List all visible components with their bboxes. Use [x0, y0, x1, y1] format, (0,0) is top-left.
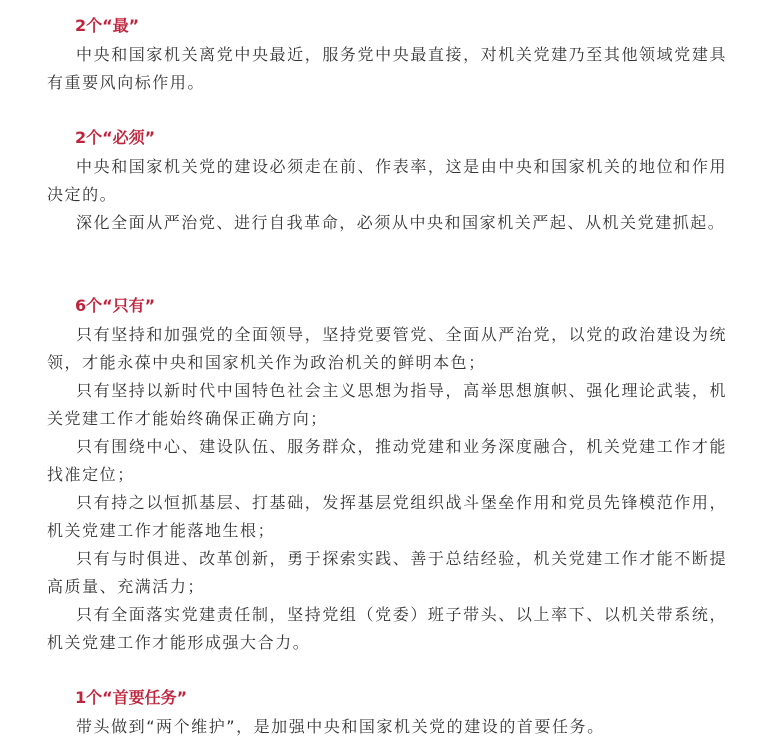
- paragraph: 只有全面落实党建责任制，坚持党组（党委）班子带头、以上率下、以机关带系统，机关党建工作才能形成强大合力。: [47, 605, 727, 652]
- paragraph: 深化全面从严治党、进行自我革命，必须从中央和国家机关严起、从机关党建抓起。: [76, 213, 726, 232]
- section-heading-shouyao: 1个“首要任务”: [75, 688, 188, 707]
- section-heading-zui: 2个“最”: [75, 16, 140, 35]
- paragraph: 中央和国家机关离党中央最近，服务党中央最直接，对机关党建乃至其他领域党建具有重要风向标作用。: [47, 45, 727, 92]
- paragraph: 带头做到“两个维护”，是加强中央和国家机关党的建设的首要任务。: [76, 717, 605, 736]
- paragraph: 只有坚持以新时代中国特色社会主义思想为指导，高举思想旗帜、强化理论武装，机关党建工作才能始终确保正确方向；: [47, 381, 727, 428]
- paragraph: 只有与时俱进、改革创新，勇于探索实践、善于总结经验，机关党建工作才能不断提高质量、充满活力；: [47, 549, 727, 596]
- paragraph: 只有围绕中心、建设队伍、服务群众，推动党建和业务深度融合，机关党建工作才能找准定位；: [47, 437, 727, 484]
- paragraph: 中央和国家机关党的建设必须走在前、作表率，这是由中央和国家机关的地位和作用决定的。: [47, 157, 727, 204]
- paragraph: 只有坚持和加强党的全面领导，坚持党要管党、全面从严治党，以党的政治建设为统领，才能永葆中央和国家机关作为政治机关的鲜明本色；: [47, 325, 727, 372]
- section-heading-bixu: 2个“必须”: [75, 128, 156, 147]
- section-heading-zhiyou: 6个“只有”: [75, 296, 156, 315]
- paragraph: 只有持之以恒抓基层、打基础，发挥基层党组织战斗堡垒作用和党员先锋模范作用，机关党建工作才能落地生根；: [47, 493, 727, 540]
